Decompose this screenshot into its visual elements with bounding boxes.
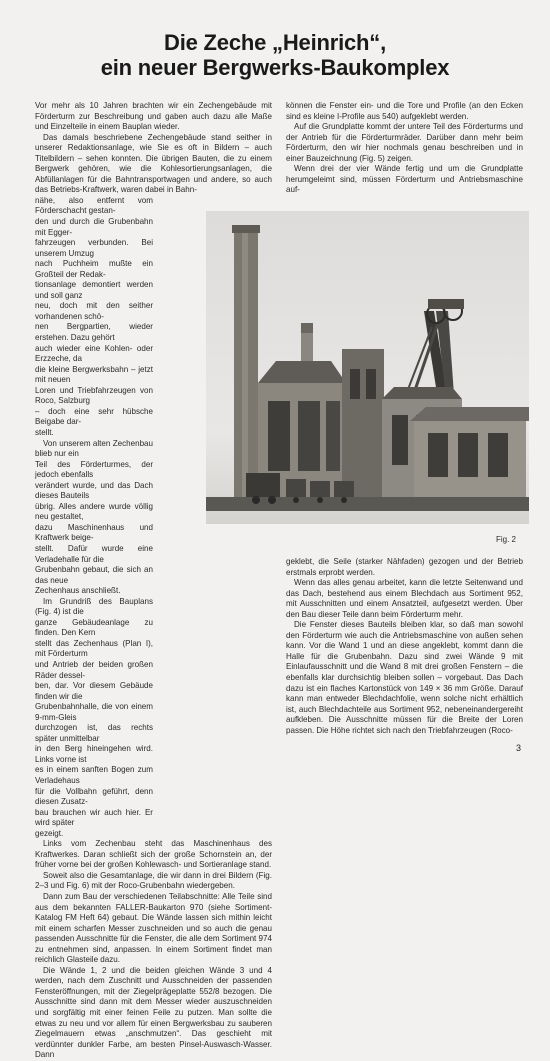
figure-caption: Fig. 2: [496, 535, 517, 544]
text-line: tionsanlage demontiert werden und soll ganz: [35, 280, 153, 300]
text-line: es in einem sanften Bogen zum Verladehaus: [35, 765, 153, 785]
paragraph: können die Fenster ein- und die Tore und Profile (an den Ecken sind es kleine I-Profile aus 540) aufgeklebt werden.: [286, 101, 523, 121]
text-line: – doch eine sehr hübsche Beigabe dar-: [35, 406, 153, 427]
right-column-top: [286, 101, 523, 196]
paragraph: Dann zum Bau der verschiedenen Teilabschnitte: Alle Teile sind aus dem bekannten FALLER-Baukarton 970 (siehe Sortiment-Katalog FM Heft 64) gebaut. Die Wände lassen sich mithin leicht mit einem scharfen Messer zuschneiden und so auch die genau passenden Ausschnitte für die Fenster, die alle dem Sortiment 974 zu entnehmen sind, anpassen. In einem Sortiment findet man reichlich Glasteile dazu.: [35, 892, 272, 965]
text-line: für die Vollbahn geführt, denn diesen Zusatz-: [35, 786, 153, 807]
text-line: Im Grundriß des Bauplans (Fig. 4) ist die: [35, 596, 153, 617]
title-line-2: ein neuer Bergwerks-Baukomplex: [100, 55, 450, 80]
article-title: [0, 30, 550, 80]
text-line: verändert wurde, und das Dach dieses Bauteils: [35, 480, 153, 501]
text-line: durchzogen ist, das rechts später unmittelbar: [35, 723, 153, 743]
text-line: nen Bergpartien, wieder erstehen. Dazu gehört: [35, 322, 153, 343]
paragraph: Wenn drei der vier Wände fertig und um die Grundplatte herumgeleimt sind, müssen Förderturm und Antriebsmaschine auf-: [286, 164, 523, 195]
text-line: gezeigt.: [35, 828, 64, 838]
text-line: Grubenbahnhalle, die von einem 9-mm-Gleis: [35, 702, 153, 722]
text-line: nähe, also entfernt vom Förderschacht gestan-: [35, 195, 153, 216]
paragraph: Die Wände 1, 2 und die beiden gleichen Wände 3 und 4 werden, nach dem Zuschnitt und Ausschneiden der passenden Fensteröffnungen, mit der Ziegelprägeplatte 552/8 bezogen. Die Ausschnitte sind dann mit dem Messer wieder auszuschneiden und sorgfältig mit einer feinen Feile zu putzen. Man sollte die etwas zu neu und vor allem für einen Bergwerksbau zu sauberen Ziegelmauern etwas „anschmutzen“. Das geschieht mit verdünnter dunkler Farbe, am besten Pinsel-Auswasch-Wasser. Dann: [35, 965, 272, 1060]
text-line: Teil des Förderturmes, der jedoch ebenfalls: [35, 459, 153, 480]
paragraph: geklebt, die Seile (starker Nähfaden) gezogen und der Betrieb erstmals erprobt werden.: [286, 557, 523, 577]
text-line: übrig. Alles andere wurde völlig neu gestaltet,: [35, 501, 153, 522]
wrapped-text-block: [35, 196, 153, 839]
paragraph: Das damals beschriebene Zechengebäude stand seither in unserer Redaktionsanlage, wie Sie es oft in Bildern – auch Titelbildern – sehen konnten. Die übrigen Bauten, die zu einem Bergwerk gehören, wie die Kohlesortierungsanlagen, die Abfüllanlagen für die Bahntransportwagen und andere, so auch das Betriebs-Kraftwerk, waren dabei in Bahn-: [35, 132, 272, 195]
title-line-1: Die Zeche „Heinrich“,: [164, 30, 386, 55]
text-line: stellt.: [35, 427, 54, 437]
text-line: in den Berg hineingehen wird. Links vorne ist: [35, 744, 153, 764]
text-line: bau brauchen wir auch hier. Er wird später: [35, 807, 153, 828]
text-line: stellt. Dafür wurde eine Verladehalle für die: [35, 543, 153, 564]
text-line: fahrzeugen verbunden. Bei unserem Umzug: [35, 238, 153, 258]
text-line: Von unserem alten Zechenbau blieb nur ein: [35, 438, 153, 459]
text-line: Grubenbahn gebaut, die sich an das neue: [35, 565, 153, 585]
text-line: Zechenhaus anschließt.: [35, 586, 121, 596]
paragraph: Soweit also die Gesamtanlage, die wir dann in drei Bildern (Fig. 2–3 und Fig. 6) mit der Roco-Grubenbahn wiedergeben.: [35, 870, 272, 891]
text-line: nach Puchheim mußte ein Großteil der Redak-: [35, 259, 153, 279]
paragraph: Die Fenster dieses Bauteils bleiben klar, so daß man sowohl den Förderturm wie auch die Antriebsmaschine von außen sehen kann. Vor die Wand 1 und an diese angeklebt, kommt dann die Halle für die Grubenbahn. Dazu sind zwei Wände 9 mit Einlaufausschnitt und die Wand 8 mit drei großen Fenstern – die ebenfalls klar durchsichtig bleiben sollen – vorgebaut. Das Dach dazu ist ein flaches Kartonstück von 149 × 36 mm Größe. Darauf kann man entweder Blechdachfolie, wenn solche nicht erhältlich ist, auch Blechdachteile aus Sortiment 952, nebeneinandergereiht aufkleben. Die Ausschnitte müssen für die Breite der Loren passen. Die Höhe richtet sich nach den Triebfahrzeugen (Roco-: [286, 620, 523, 735]
text-line: und Antrieb der beiden großen Räder dessel-: [35, 659, 153, 680]
text-line: ben, dar. Vor diesem Gebäude finden wir die: [35, 681, 153, 701]
text-line: ganze Gebäudeanlage zu finden. Den Kern: [35, 617, 153, 638]
page-number: 3: [516, 743, 522, 753]
text-line: dazu Maschinenhaus und Kraftwerk beige-: [35, 522, 153, 543]
paragraph: Vor mehr als 10 Jahren brachten wir ein Zechengebäude mit Förderturm zur Beschreibung und gaben auch dazu alle Maße und Einzelteile in einem Bauplan wieder.: [35, 101, 272, 132]
text-line: den und durch die Grubenbahn mit Egger-: [35, 217, 153, 237]
text-line: die kleine Bergwerksbahn – jetzt mit neuen: [35, 364, 153, 385]
text-line: neu, doch mit den seither vorhandenen schö-: [35, 301, 153, 321]
text-line: stellt das Zechenhaus (Plan I), mit Förderturm: [35, 638, 153, 659]
paragraph: Auf die Grundplatte kommt der untere Teil des Förderturms und der Antrieb für die Förderturmräder. Darüber dann mehr beim Förderturm, den wir hier nochmals genau beschreiben und in einer Bauzeichnung (Fig. 5) zeigen.: [286, 122, 523, 163]
text-line: auch wieder eine Kohlen- oder Erzzeche, da: [35, 343, 153, 364]
paragraph: Links vom Zechenbau steht das Maschinenhaus des Kraftwerkes. Daran schließt sich der große Schornstein an, der früher vorne bei der großen Kohlewasch- und Sortieranlage stand.: [35, 839, 272, 870]
mine-model-photo: [206, 211, 529, 524]
text-line: Loren und Triebfahrzeugen von Roco, Salzburg: [35, 385, 153, 406]
right-column-bottom: [286, 557, 523, 736]
paragraph: Wenn das alles genau arbeitet, kann die letzte Seitenwand und das Dach, bestehend aus einem Blechdach aus Sortiment 952, mit Ausschnitten und einem Ansatzteil, aufgesetzt werden. Über den Bau dieser Teile dann beim Förderturm mehr.: [286, 578, 523, 619]
